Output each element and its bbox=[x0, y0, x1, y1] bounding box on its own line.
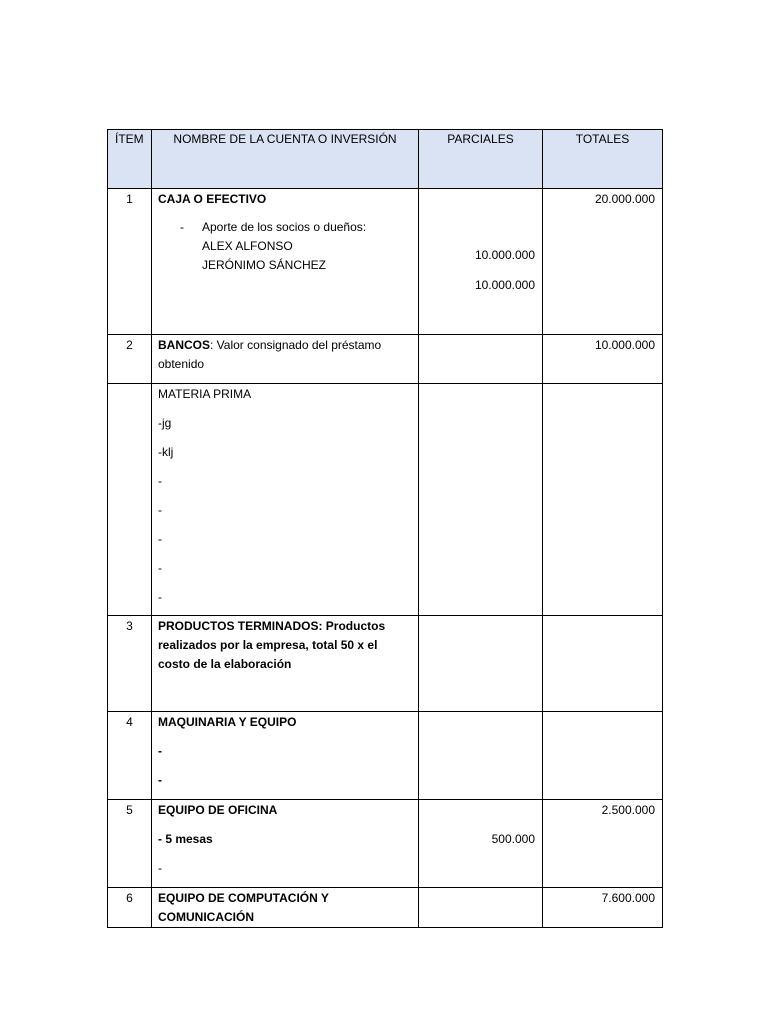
row-name-cell bbox=[152, 335, 419, 384]
row-partial-cell bbox=[419, 888, 543, 928]
partial-value: 10.000.000 bbox=[474, 278, 535, 292]
table-row bbox=[108, 335, 663, 384]
row-name-cell bbox=[152, 616, 419, 712]
row-partial-cell bbox=[419, 189, 543, 335]
header-item: ÍTEM bbox=[108, 130, 152, 189]
row-total-value: 2.500.000 bbox=[543, 800, 663, 888]
row-total-cell bbox=[543, 384, 663, 616]
row-partial-cell bbox=[419, 616, 543, 712]
row-item-number: 5 bbox=[108, 800, 152, 888]
list-item: - bbox=[158, 532, 162, 546]
list-item: - bbox=[158, 861, 162, 875]
list-item: - bbox=[158, 773, 162, 787]
partner-name: ALEX ALFONSO bbox=[202, 239, 293, 253]
row-partial-value: 500.000 bbox=[419, 800, 543, 888]
row-partial-cell bbox=[419, 384, 543, 616]
row-item-number bbox=[108, 384, 152, 616]
row-total-cell bbox=[543, 712, 663, 800]
list-item: - bbox=[158, 590, 162, 604]
row-partial-cell bbox=[419, 335, 543, 384]
row-total-cell bbox=[543, 616, 663, 712]
row-title: MATERIA PRIMA bbox=[158, 387, 252, 401]
row-partial-cell bbox=[419, 712, 543, 800]
row-item-number: 6 bbox=[108, 888, 152, 928]
row-item-number: 4 bbox=[108, 712, 152, 800]
table-row bbox=[108, 189, 663, 335]
row-title: MAQUINARIA Y EQUIPO bbox=[158, 715, 297, 729]
row-title: EQUIPO DE COMPUTACIÓN Y COMUNICACIÓN bbox=[158, 891, 329, 924]
list-item: - bbox=[158, 474, 162, 488]
list-item: -klj bbox=[158, 445, 174, 459]
row-name-cell bbox=[152, 888, 419, 928]
table-row bbox=[108, 800, 663, 888]
list-item: - bbox=[158, 744, 162, 758]
row-name-cell bbox=[152, 384, 419, 616]
table-row bbox=[108, 712, 663, 800]
list-item: - bbox=[158, 561, 162, 575]
row-description: : Valor consignado del préstamo obtenido bbox=[158, 338, 382, 371]
row-total-value: 7.600.000 bbox=[543, 888, 663, 928]
row-name-cell bbox=[152, 189, 419, 335]
table-row bbox=[108, 616, 663, 712]
partial-value: 10.000.000 bbox=[474, 248, 535, 262]
dash-bullet: - bbox=[180, 220, 184, 234]
table-row bbox=[108, 888, 663, 928]
bullet-text: Aporte de los socios o dueños: bbox=[202, 220, 367, 234]
header-row bbox=[108, 130, 663, 189]
table-row bbox=[108, 384, 663, 616]
row-title: CAJA O EFECTIVO bbox=[158, 192, 267, 206]
row-item-number: 1 bbox=[108, 189, 152, 335]
list-item: - bbox=[158, 503, 162, 517]
row-total-value: 20.000.000 bbox=[543, 189, 663, 335]
row-title: PRODUCTOS TERMINADOS: Productos realizados por la empresa, total 50 x el costo de la elaboración bbox=[158, 619, 386, 671]
row-item-number: 2 bbox=[108, 335, 152, 384]
header-parciales: PARCIALES bbox=[419, 130, 543, 189]
bullet-item bbox=[158, 218, 412, 237]
partner-name: JERÓNIMO SÁNCHEZ bbox=[202, 258, 327, 272]
header-name: NOMBRE DE LA CUENTA O INVERSIÓN bbox=[152, 130, 419, 189]
header-totales: TOTALES bbox=[543, 130, 663, 189]
row-name-cell bbox=[152, 712, 419, 800]
list-item: -jg bbox=[158, 416, 172, 430]
inventory-table bbox=[107, 129, 663, 928]
row-total-value: 10.000.000 bbox=[543, 335, 663, 384]
row-title: BANCOS bbox=[158, 338, 211, 352]
row-title: EQUIPO DE OFICINA bbox=[158, 803, 278, 817]
list-item: - 5 mesas bbox=[158, 832, 213, 846]
row-name-cell bbox=[152, 800, 419, 888]
row-item-number: 3 bbox=[108, 616, 152, 712]
